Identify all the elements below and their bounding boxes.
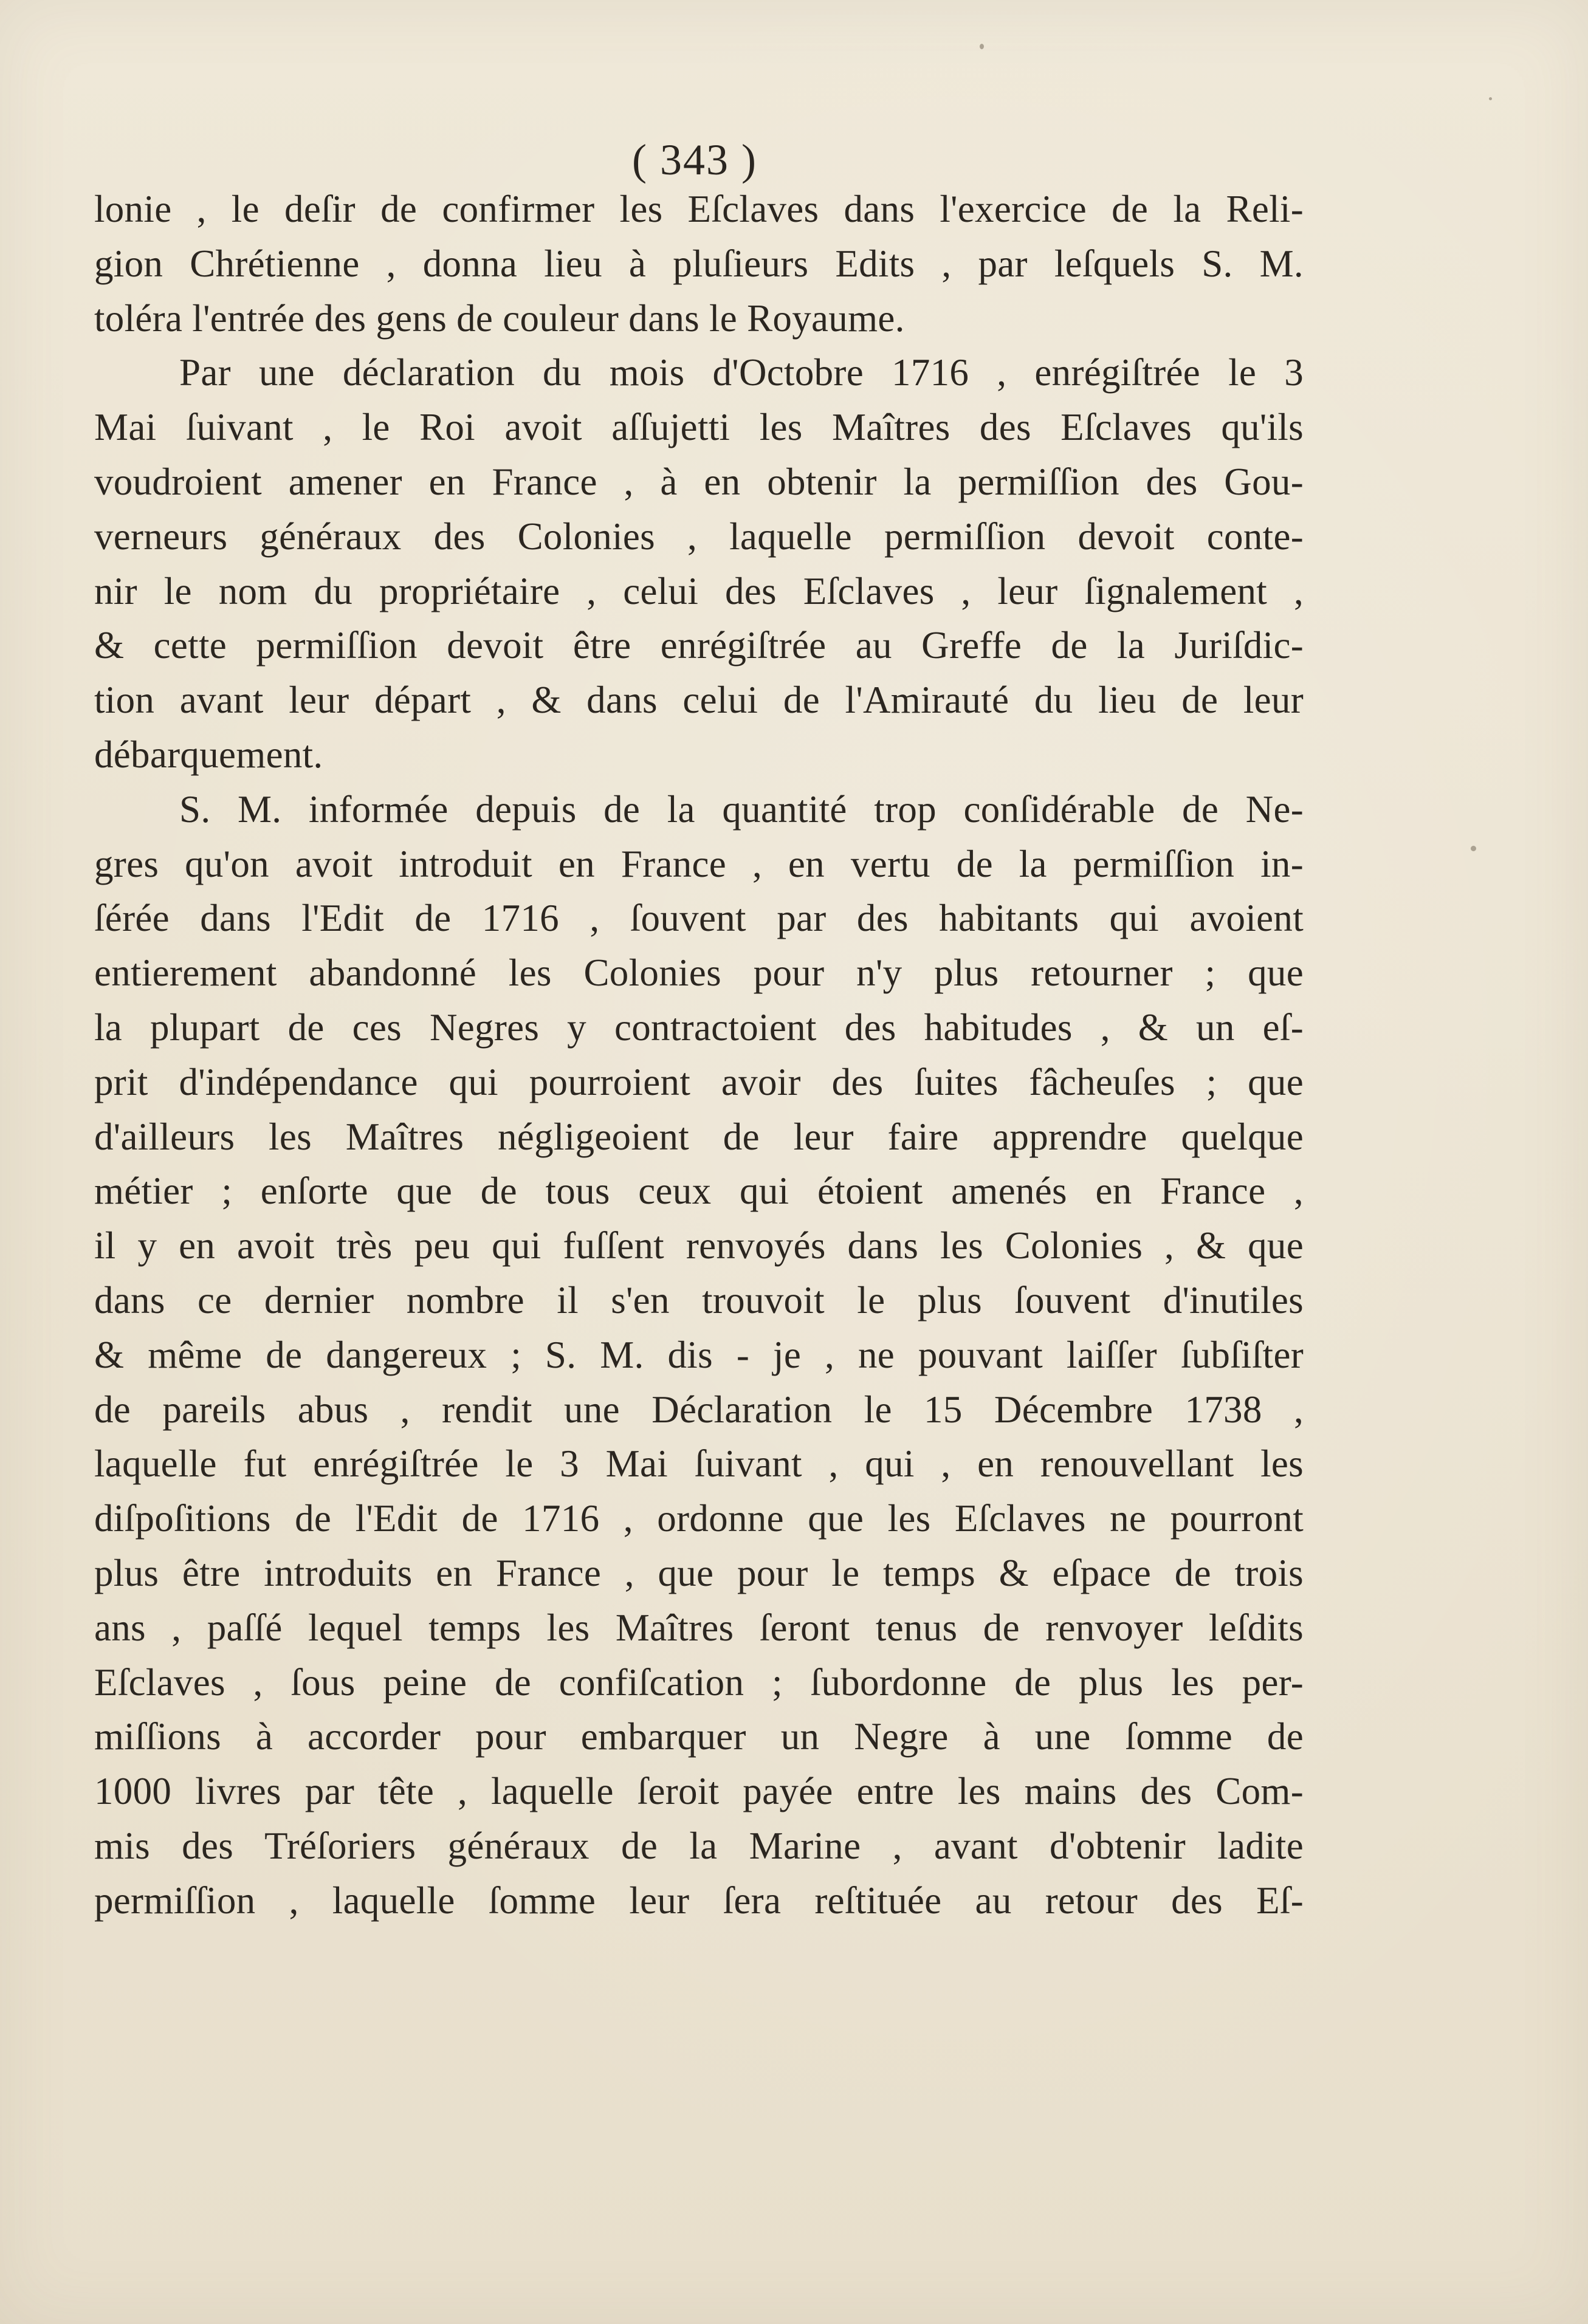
text-line: lonie , le deſir de confirmer les Eſclaves dans l'exercice de la Reli-: [94, 188, 1304, 230]
text-line: dans ce dernier nombre il s'en trouvoit le plus ſouvent d'inutiles: [94, 1278, 1304, 1321]
text-line: plus être introduits en France , que pour le temps & eſpace de trois: [94, 1551, 1304, 1594]
text-line: métier ; enſorte que de tous ceux qui étoient amenés en France ,: [94, 1170, 1304, 1213]
text-line: Par une déclaration du mois d'Octobre 1716 , enrégiſtrée le 3: [179, 351, 1304, 394]
text-line: & même de dangereux ; S. M. dis - je , ne pouvant laiſſer ſubſiſter: [94, 1333, 1304, 1376]
text-line: diſpoſitions de l'Edit de 1716 , ordonne que les Eſclaves ne pourront: [94, 1497, 1304, 1540]
text-line: débarquement.: [94, 733, 323, 776]
text-line: verneurs généraux des Colonies , laquelle permiſſion devoit conte-: [94, 515, 1304, 558]
text-line: Eſclaves , ſous peine de confiſcation ; ſubordonne de plus les per-: [94, 1661, 1304, 1704]
body-text: [94, 182, 1304, 1928]
paper-speck: [980, 44, 984, 49]
text-line: 1000 livres par tête , laquelle ſeroit payée entre les mains des Com-: [94, 1770, 1304, 1813]
text-line: toléra l'entrée des gens de couleur dans le Royaume.: [94, 296, 905, 340]
text-line: mis des Tréſoriers généraux de la Marine , avant d'obtenir ladite: [94, 1824, 1304, 1867]
page-number: ( 343 ): [632, 135, 757, 184]
text-line: S. M. informée depuis de la quantité trop conſidérable de Ne-: [179, 787, 1304, 831]
text-line: ans , paſſé lequel temps les Maîtres ſeront tenus de renvoyer leſdits: [94, 1606, 1304, 1649]
text-line: tion avant leur départ , & dans celui de l'Amirauté du lieu de leur: [94, 679, 1304, 722]
paper-speck: [1489, 97, 1492, 100]
text-line: miſſions à accorder pour embarquer un Negre à une ſomme de: [94, 1715, 1304, 1758]
text-line: permiſſion , laquelle ſomme leur ſera reſtituée au retour des Eſ-: [94, 1879, 1304, 1922]
text-line: ſérée dans l'Edit de 1716 , ſouvent par des habitants qui avoient: [94, 897, 1304, 940]
text-line: gres qu'on avoit introduit en France , en vertu de la permiſſion in-: [94, 842, 1304, 885]
text-line: laquelle fut enrégiſtrée le 3 Mai ſuivant , qui , en renouvellant les: [94, 1442, 1304, 1486]
text-line: d'ailleurs les Maîtres négligeoient de leur faire apprendre quelque: [94, 1115, 1304, 1158]
text-line: de pareils abus , rendit une Déclaration le 15 Décembre 1738 ,: [94, 1388, 1304, 1431]
text-line: voudroient amener en France , à en obtenir la permiſſion des Gou-: [94, 460, 1304, 503]
text-line: nir le nom du propriétaire , celui des Eſclaves , leur ſignalement ,: [94, 569, 1304, 612]
text-line: & cette permiſſion devoit être enrégiſtrée au Greffe de la Juriſdic-: [94, 624, 1304, 667]
text-line: Mai ſuivant , le Roi avoit aſſujetti les Maîtres des Eſclaves qu'ils: [94, 406, 1304, 449]
text-line: il y en avoit très peu qui fuſſent renvoyés dans les Colonies , & que: [94, 1224, 1304, 1267]
text-line: gion Chrétienne , donna lieu à pluſieurs Edits , par leſquels S. M.: [94, 242, 1304, 285]
paper-speck: [1471, 846, 1476, 851]
text-line: la plupart de ces Negres y contractoient des habitudes , & un eſ-: [94, 1006, 1304, 1049]
text-line: prit d'indépendance qui pourroient avoir des ſuites fâcheuſes ; que: [94, 1060, 1304, 1103]
text-line: entierement abandonné les Colonies pour n'y plus retourner ; que: [94, 951, 1304, 995]
